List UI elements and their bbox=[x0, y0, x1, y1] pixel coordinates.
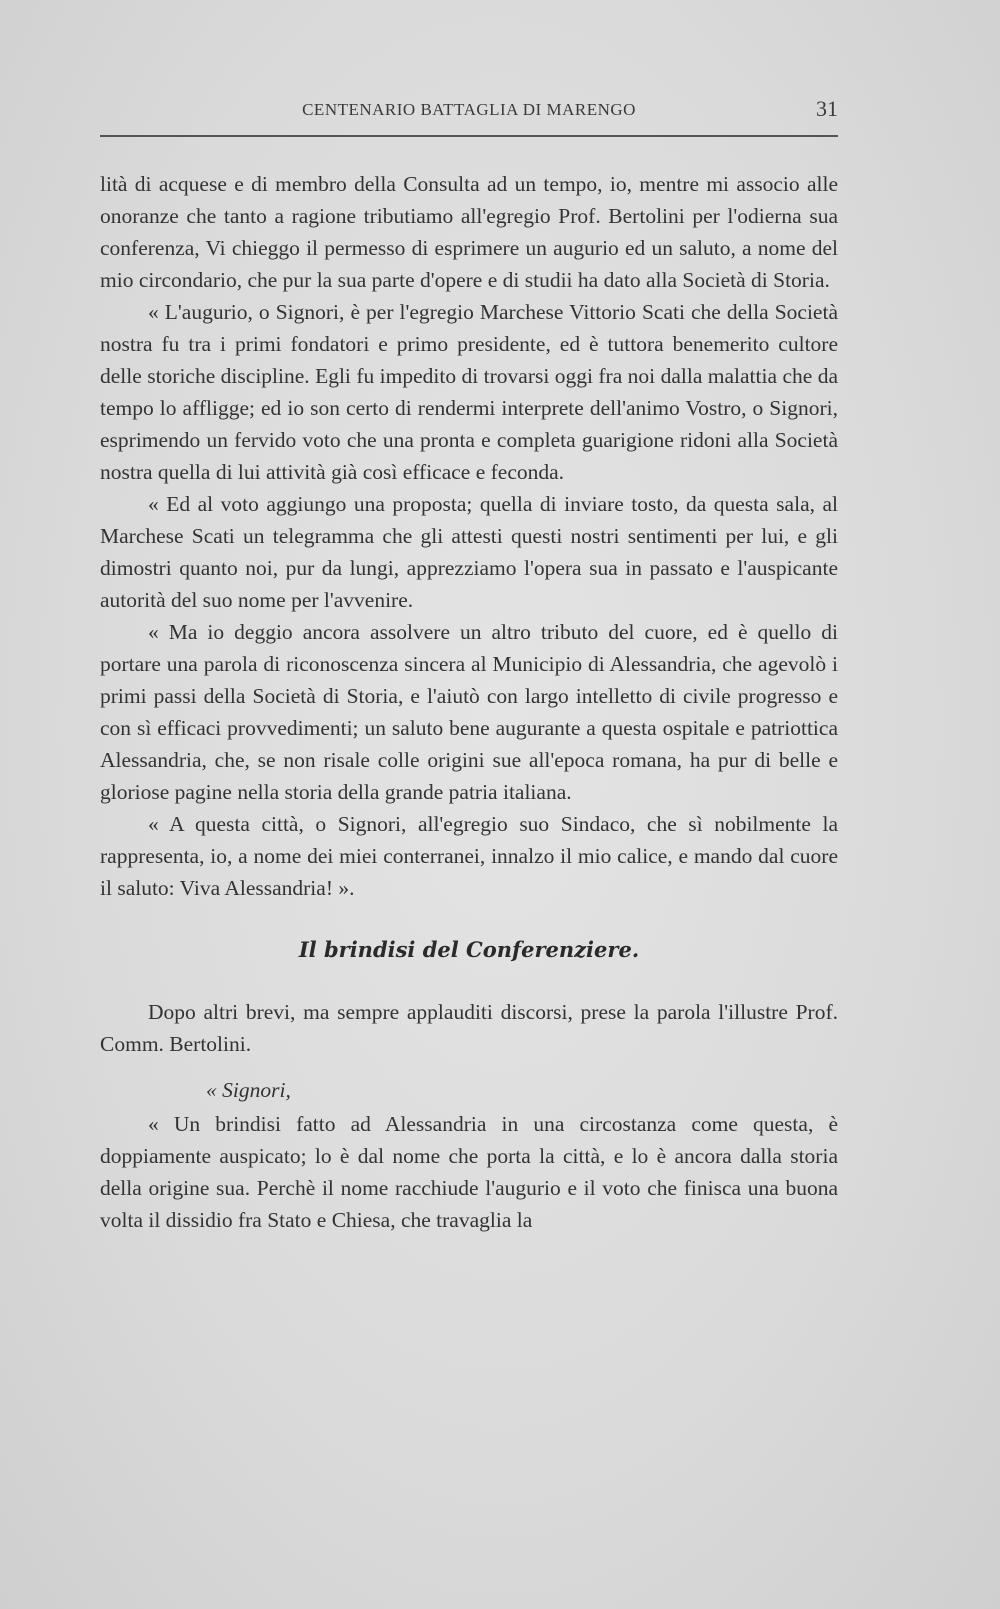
paragraph-6: Dopo altri brevi, ma sempre applauditi discorsi, prese la parola l'illustre Prof. Comm. Bertolini. bbox=[100, 1000, 838, 1056]
running-header bbox=[100, 96, 838, 126]
page-number: 31 bbox=[816, 96, 838, 121]
running-title: CENTENARIO BATTAGLIA DI MARENGO bbox=[302, 100, 636, 119]
salutation: « Signori, bbox=[206, 1078, 291, 1102]
header-rule bbox=[100, 135, 838, 137]
paragraph-1: lità di acquese e di membro della Consulta ad un tempo, io, mentre mi associo alle onoranze che tanto a ragione tributiamo all'egregio Prof. Bertolini per l'odierna sua conferenza, Vi chieggo il permesso di esprimere un augurio ed un saluto, a nome del mio circondario, che pur la sua parte d'opere e di studii ha dato alla Società di Storia. bbox=[100, 172, 838, 292]
paragraph-5: « A questa città, o Signori, all'egregio suo Sindaco, che sì nobilmente la rappresenta, io, a nome dei miei conterranei, innalzo il mio calice, e mando dal cuore il saluto: Viva Alessandria! ». bbox=[100, 812, 838, 900]
paragraph-2: « L'augurio, o Signori, è per l'egregio Marchese Vittorio Scati che della Società nostra fu tra i primi fondatori e primo presidente, ed è tuttora benemerito cultore delle storiche discipline. Egli fu impedito di trovarsi oggi fra noi dalla malattia che da tempo lo affligge; ed io son certo di rendermi interprete dell'animo Vostro, o Signori, esprimendo un fervido voto che una pronta e completa guarigione ridoni alla Società nostra quella di lui attività già così efficace e feconda. bbox=[100, 300, 838, 484]
paragraph-7: « Un brindisi fatto ad Alessandria in una circostanza come questa, è doppiamente auspicato; lo è dal nome che porta la città, e lo è ancora dalla storia della origine sua. Perchè il nome racchiude l'augurio e il voto che finisca una buona volta il dissidio fra Stato e Chiesa, che travaglia la bbox=[100, 1112, 838, 1232]
section-heading: Il brindisi del Conferenziere. bbox=[298, 937, 640, 962]
paragraph-4: « Ma io deggio ancora assolvere un altro tributo del cuore, ed è quello di portare una parola di riconoscenza sincera al Municipio di Alessandria, che agevolò i primi passi della Società di Storia, e l'aiutò con largo intelletto di civile progresso e con sì efficaci provvedimenti; un saluto bene augurante a questa ospitale e patriottica Alessandria, che, se non risale colle origini sue all'epoca romana, ha pur di belle e gloriose pagine nella storia della grande patria italiana. bbox=[100, 620, 838, 804]
body-text bbox=[100, 168, 838, 1236]
paragraph-3: « Ed al voto aggiungo una proposta; quella di inviare tosto, da questa sala, al Marchese Scati un telegramma che gli attesti questi nostri sentimenti per lui, e gli dimostri quanto noi, pur da lungi, apprezziamo l'opera sua in passato e l'auspicante autorità del suo nome per l'avvenire. bbox=[100, 492, 838, 612]
